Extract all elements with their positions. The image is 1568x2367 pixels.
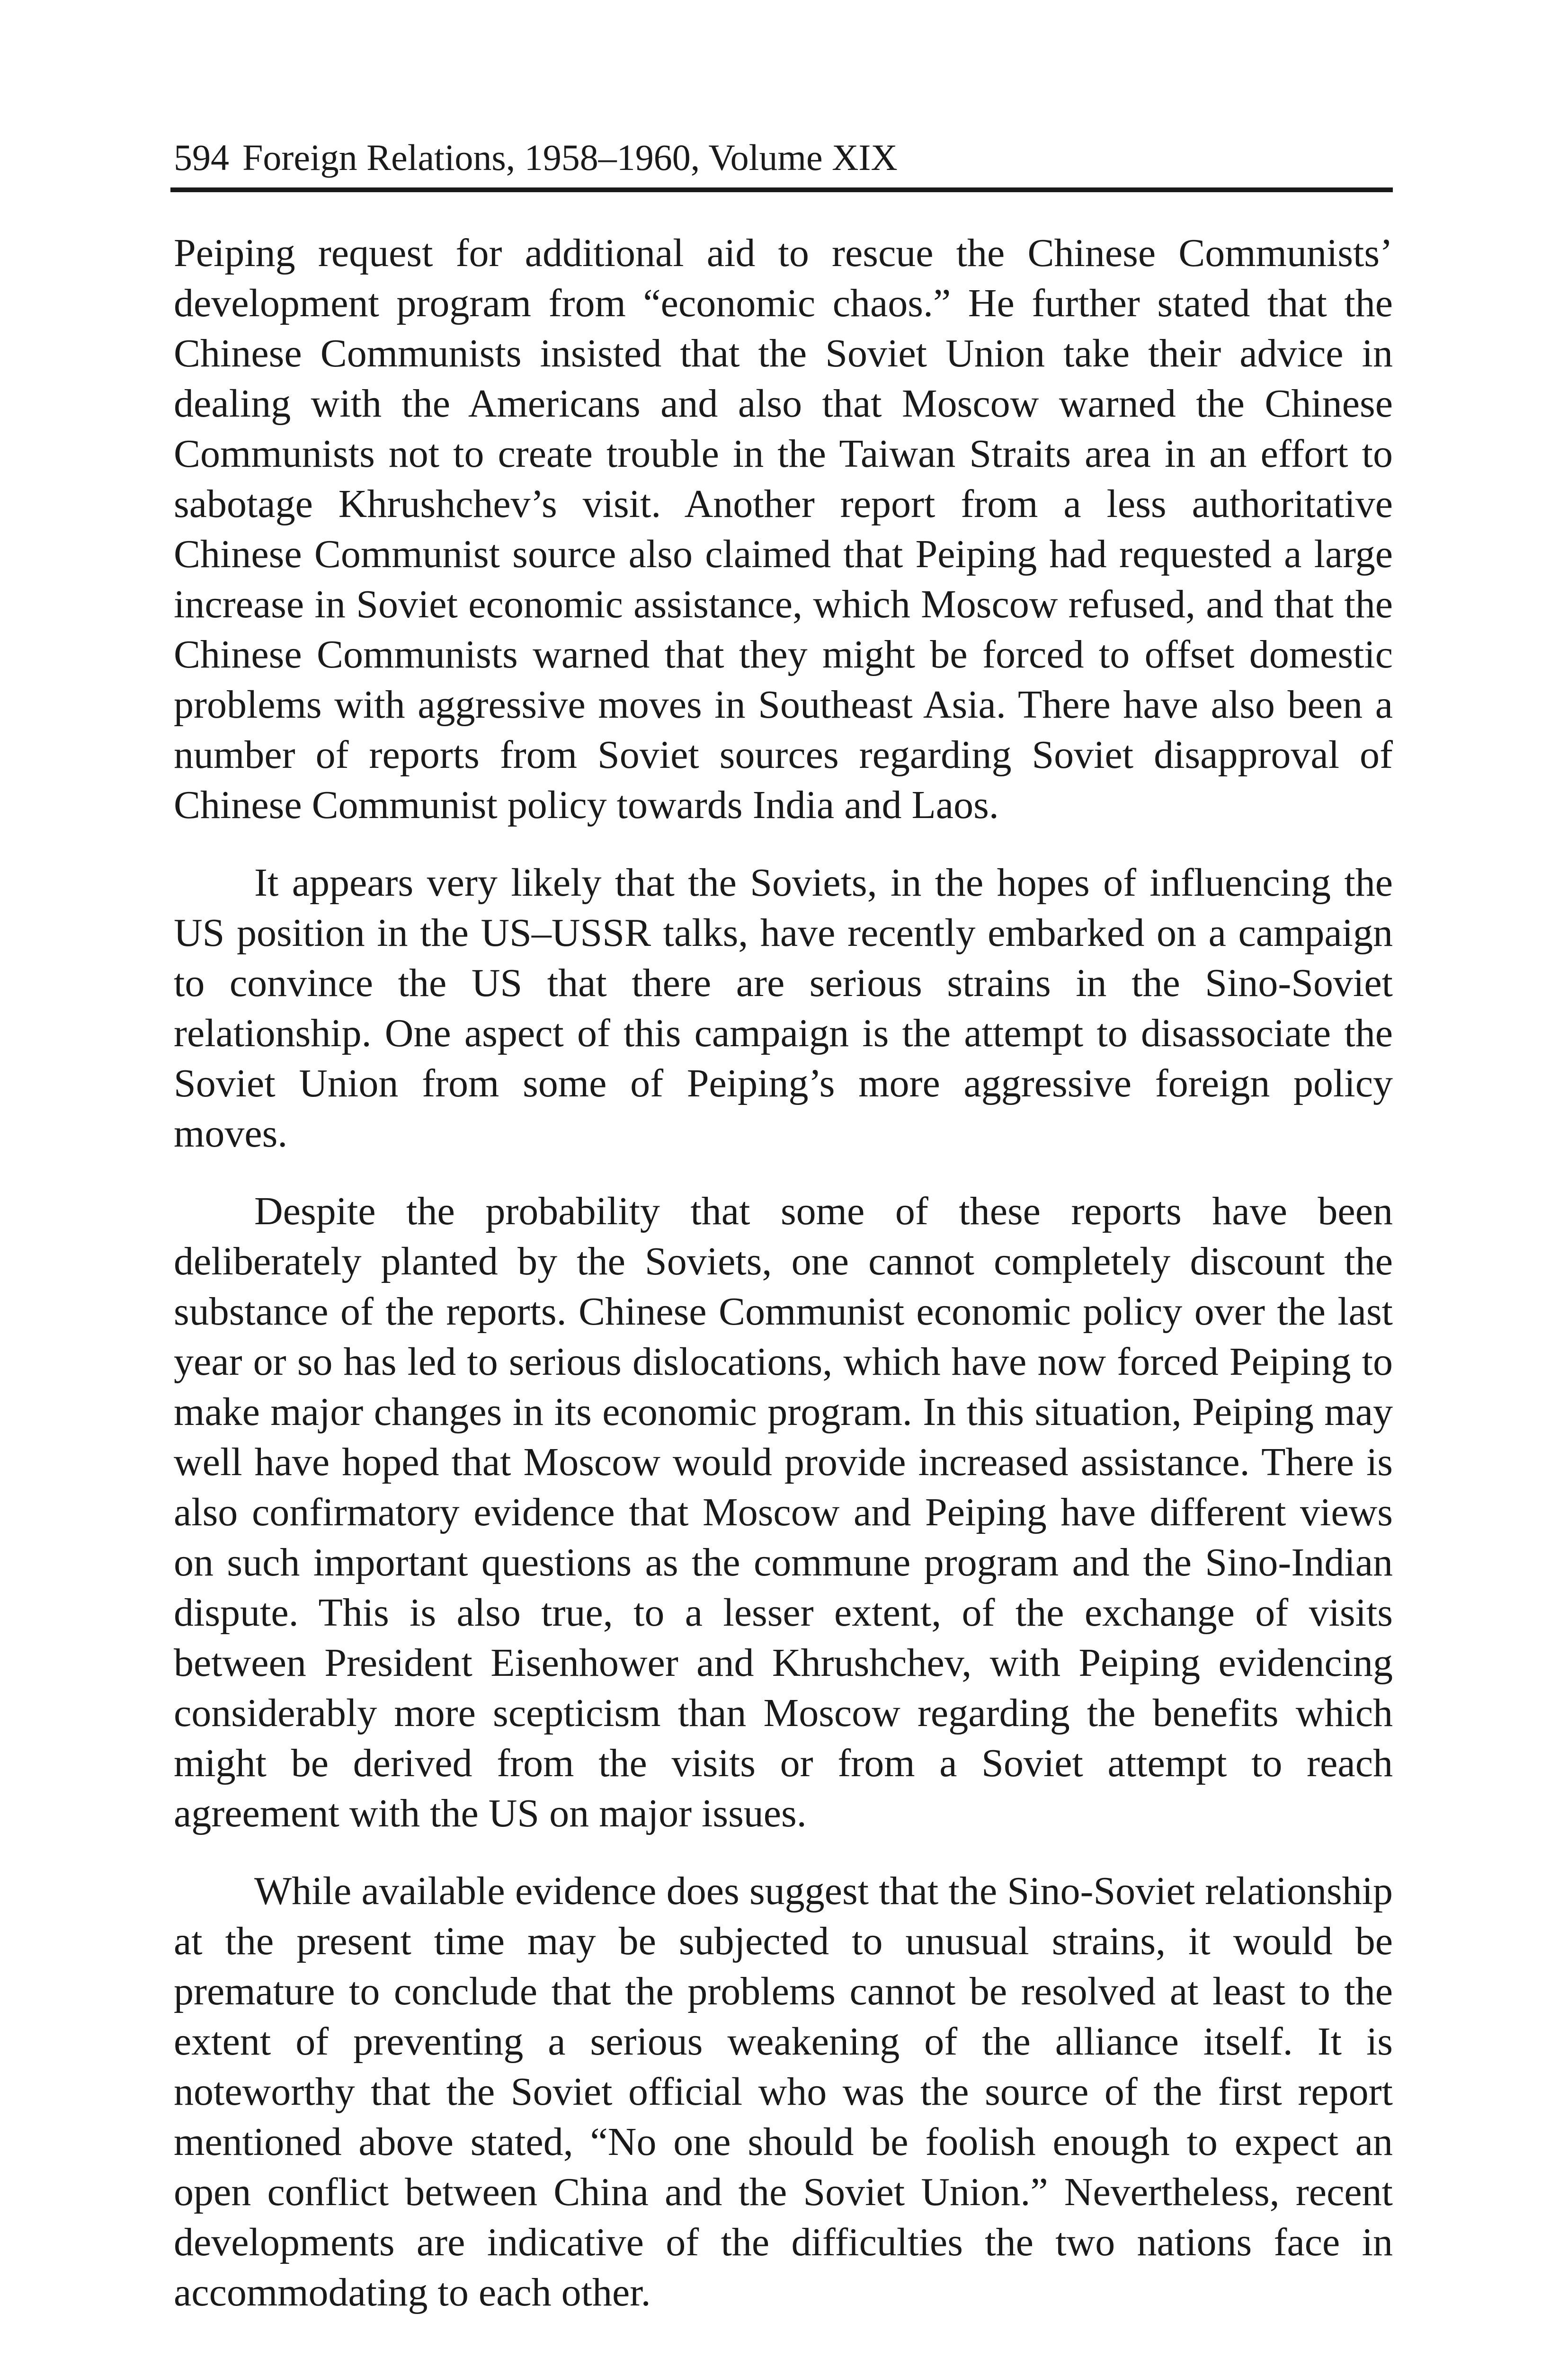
paragraph-2: It appears very likely that the Soviets, in the hopes of influencing the US position in the US–USSR talks, have recently embarked on a campaign to convince the US that there are serious strains in the Sino-Soviet relationship. One aspect of this campaign is the attempt to disassociate the Soviet Union from some of Peiping’s more aggressive foreign policy moves. (174, 861, 1393, 1156)
running-header (174, 132, 1393, 184)
running-title: Foreign Relations, 1958–1960, Volume XIX (242, 137, 898, 178)
paragraph-3: Despite the probability that some of these reports have been deliberately planted by the Soviets, one cannot completely discount the substance of the reports. Chinese Communist economic policy over the last year or so has led to serious dislocations, which have now forced Peiping to make major changes in its economic program. In this situation, Peiping may well have hoped that Moscow would provide increased assistance. There is also confirmatory evidence that Moscow and Peiping have different views on such important questions as the commune program and the Sino-Indian dispute. This is also true, to a lesser extent, of the exchange of visits between President Eisenhower and Khrushchev, with Peiping evidencing considerably more scepticism than Moscow regarding the benefits which might be derived from the visits or from a Soviet attempt to reach agreement with the US on major issues. (174, 1189, 1393, 1835)
body-text (174, 228, 1393, 2345)
header-rule (170, 187, 1393, 192)
paragraph-1: Peiping request for additional aid to rescue the Chinese Communists’ development program from “economic chaos.” He further stated that the Chinese Communists insisted that the Soviet Union take their advice in dealing with the Americans and also that Moscow warned the Chinese Communists not to create trouble in the Taiwan Straits area in an effort to sabotage Khrushchev’s visit. Another report from a less authoritative Chinese Communist source also claimed that Peiping had requested a large increase in Soviet economic assistance, which Moscow refused, and that the Chinese Communists warned that they might be forced to offset domestic problems with aggressive moves in Southeast Asia. There have also been a number of reports from Soviet sources regarding Soviet disapproval of Chinese Communist policy towards India and Laos. (174, 231, 1393, 827)
paragraph-4: While available evidence does suggest that the Sino-Soviet relationship at the present time may be subjected to unusual strains, it would be premature to conclude that the problems cannot be resolved at least to the extent of preventing a serious weakening of the alliance itself. It is noteworthy that the Soviet official who was the source of the first report mentioned above stated, “No one should be foolish enough to expect an open conflict between China and the Soviet Union.” Nevertheless, recent developments are indicative of the difficulties the two nations face in accommodating to each other. (174, 1869, 1393, 2314)
page-number: 594 (174, 137, 229, 178)
